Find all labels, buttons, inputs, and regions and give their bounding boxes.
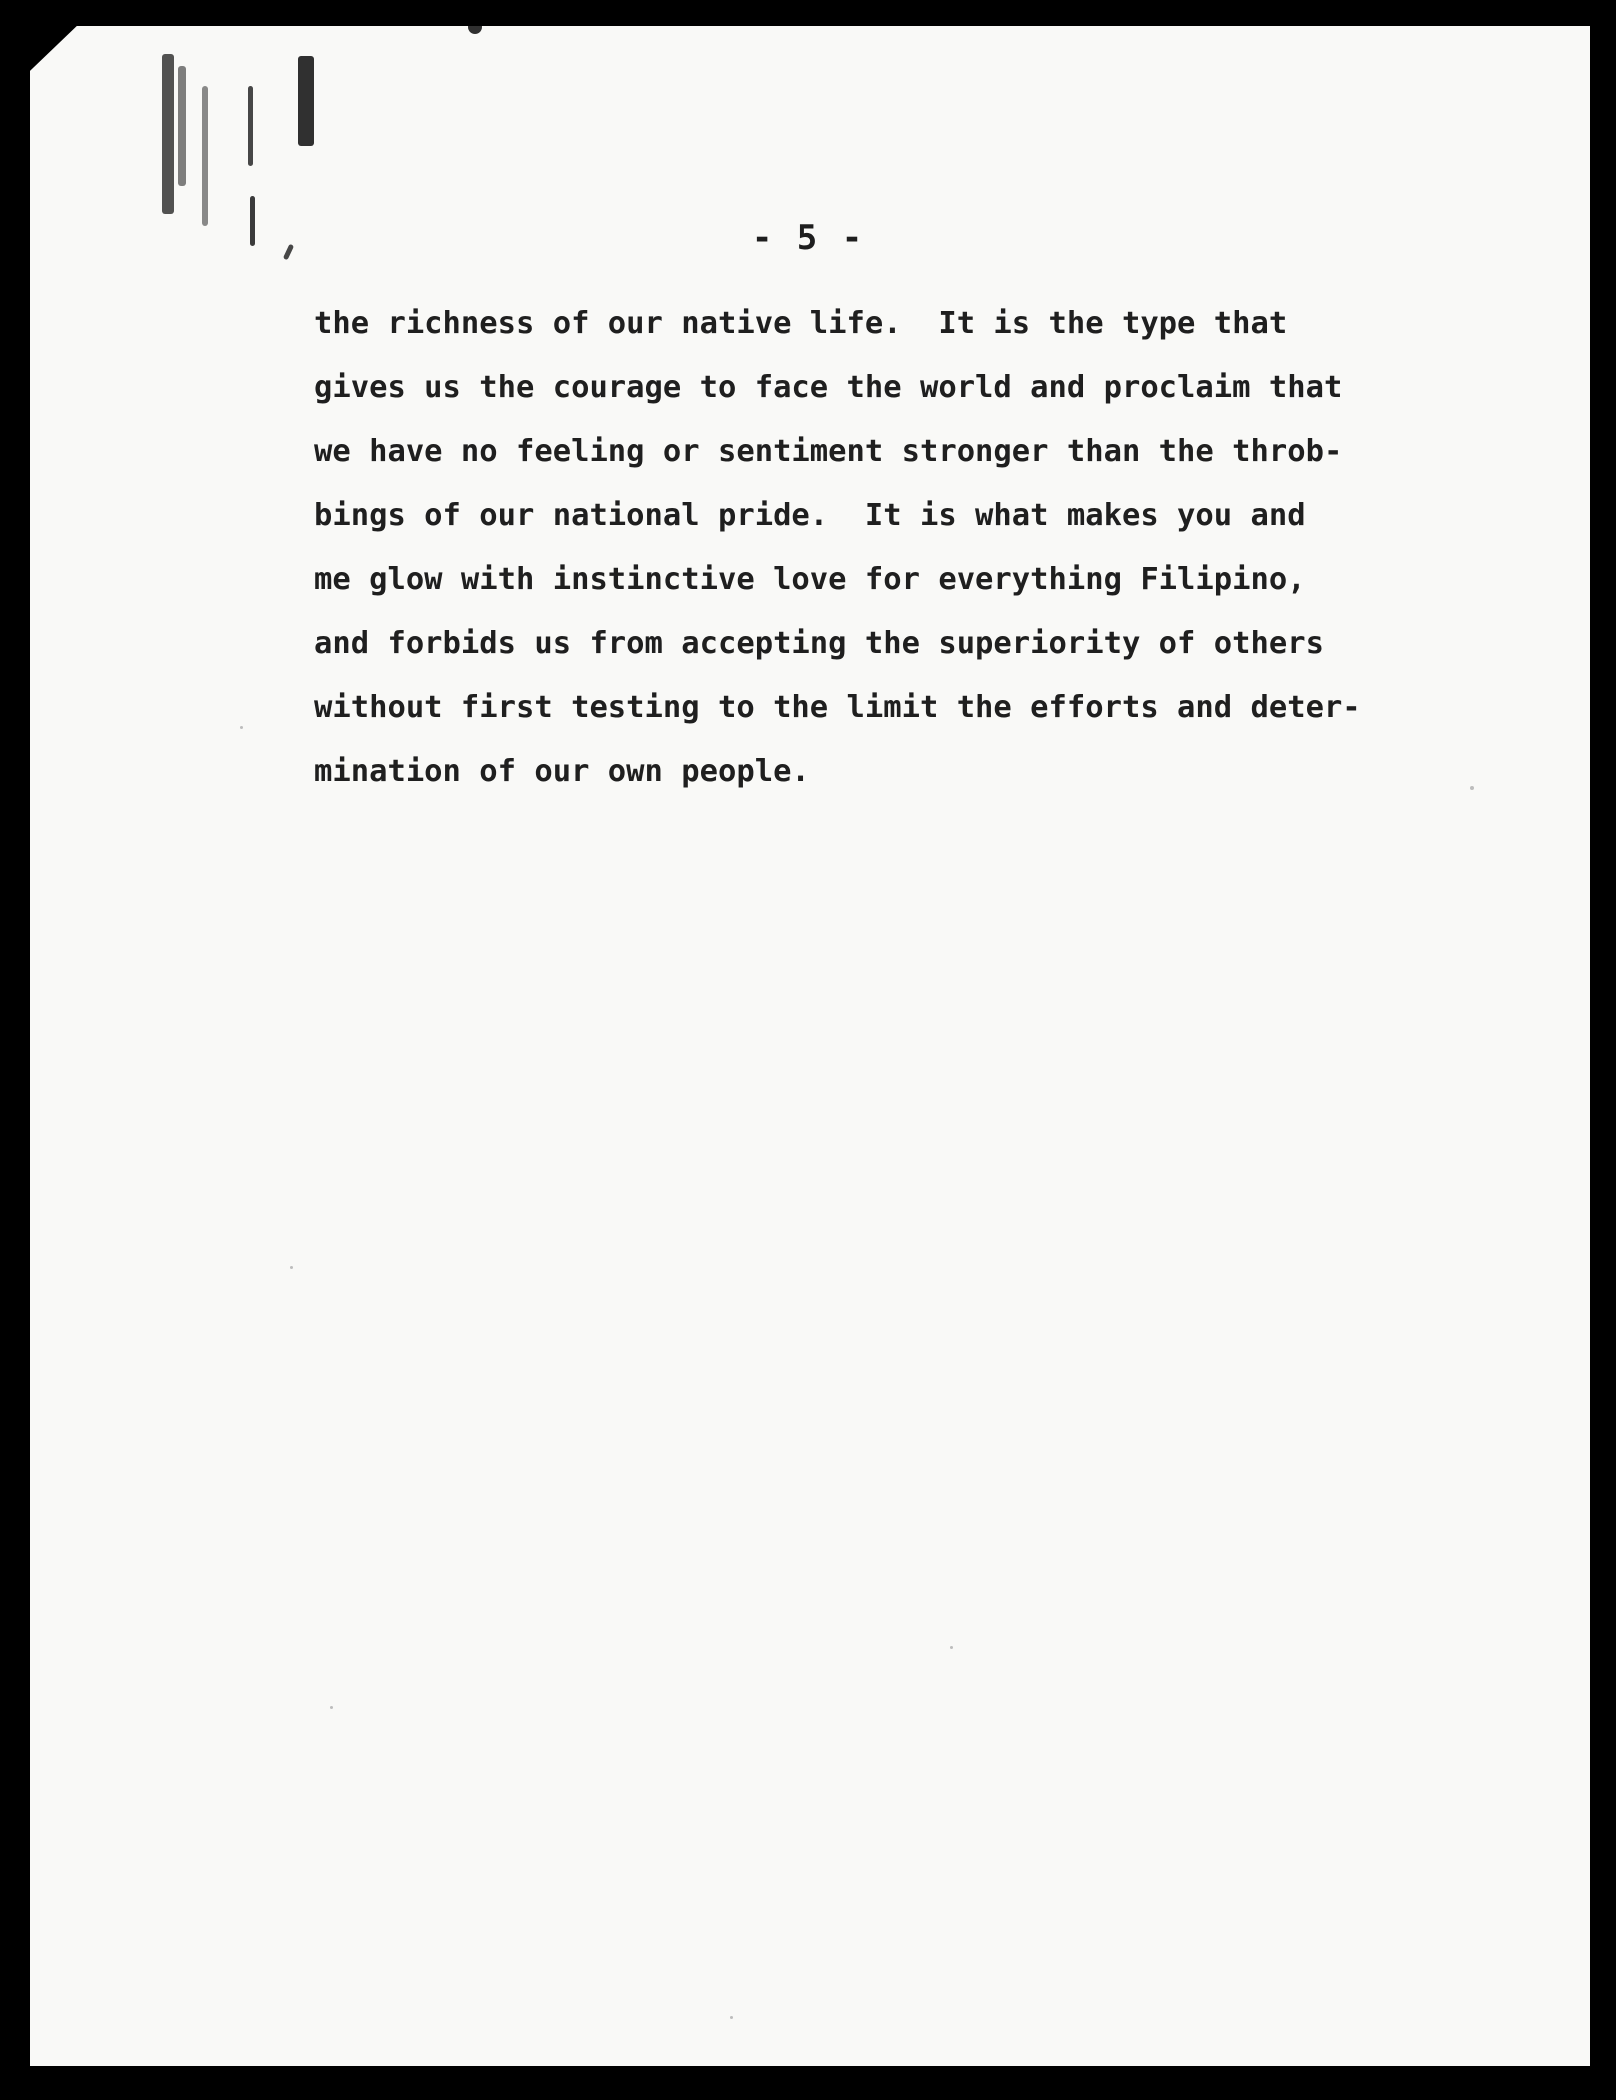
text-line: we have no feeling or sentiment stronger than the throb- [314,434,1343,469]
staple-mark [162,54,174,214]
text-line: the richness of our native life. It is the type that [314,306,1288,341]
text-line: bings of our national pride. It is what makes you and [314,498,1306,533]
speckle [950,1646,953,1649]
speckle [290,1266,293,1269]
staple-mark [202,86,208,226]
staple-mark [248,86,253,166]
speckle [730,2016,733,2019]
page-number: - 5 - [751,218,865,258]
staple-mark [298,56,314,146]
text-line: and forbids us from accepting the superiority of others [314,626,1324,661]
text-line: gives us the courage to face the world and proclaim that [314,370,1343,405]
speckle [240,726,243,729]
body-paragraph [314,292,1474,804]
text-line: without first testing to the limit the efforts and deter- [314,690,1361,725]
staple-mark [178,66,186,186]
speckle [330,1706,333,1709]
text-line: mination of our own people. [314,754,810,789]
text-line: me glow with instinctive love for everything Filipino, [314,562,1306,597]
top-dot-mark [468,26,482,34]
